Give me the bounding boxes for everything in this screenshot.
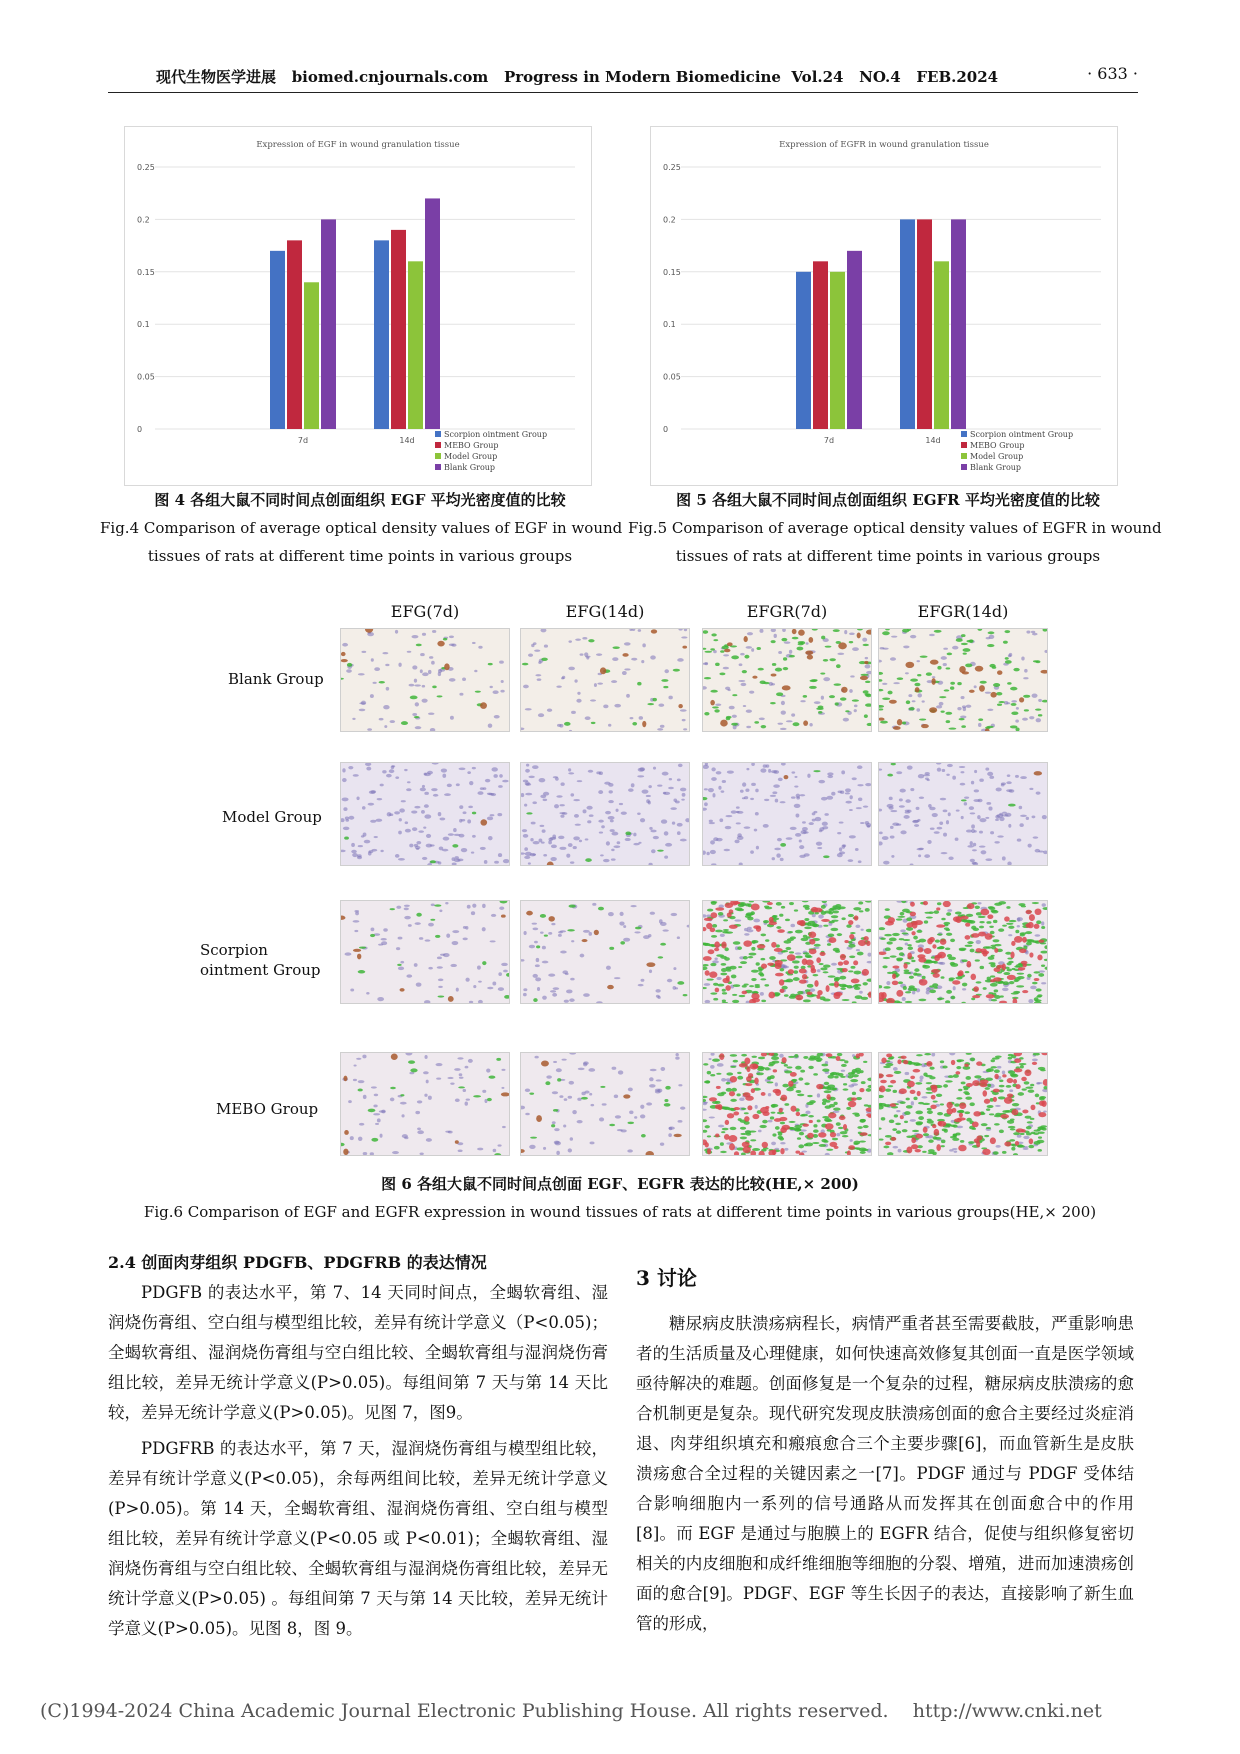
legend-swatch	[435, 464, 441, 470]
y-tick-label: 0.1	[663, 320, 676, 330]
legend-swatch	[435, 453, 441, 459]
bar-model-group-14d	[408, 261, 423, 429]
bar-mebo-group-14d	[391, 230, 406, 429]
journal-date: FEB.2024	[916, 68, 999, 86]
bar-scorpion-ointment-group-14d	[374, 240, 389, 429]
chart-title: Expression of EGFR in wound granulation tissue	[779, 140, 989, 150]
x-tick-label: 7d	[823, 436, 835, 445]
y-tick-label: 0.2	[663, 215, 676, 225]
section-3-title: 3 讨论	[636, 1266, 697, 1290]
y-tick-label: 0.25	[137, 163, 155, 172]
egfr-bar-chart	[650, 126, 1118, 486]
legend-label: Model Group	[444, 452, 498, 461]
y-tick-label: 0.05	[663, 372, 681, 382]
fig6-col-egfr-7d: EFGR(7d)	[746, 602, 828, 621]
y-tick-label: 0.15	[663, 267, 681, 277]
chart-title: Expression of EGF in wound granulation tissue	[256, 140, 460, 150]
journal-issue: NO.4	[859, 68, 901, 86]
x-tick-label: 7d	[297, 436, 309, 445]
bar-blank-group-7d	[321, 219, 336, 429]
running-header	[108, 64, 1138, 93]
legend-swatch	[435, 442, 441, 448]
legend-label: MEBO Group	[444, 441, 499, 450]
fig6-row-model: Model Group	[222, 808, 322, 826]
fig6-col-egf-7d: EFG(7d)	[390, 602, 460, 621]
bar-blank-group-14d	[425, 198, 440, 429]
fig6-col-egfr-14d: EFGR(14d)	[917, 602, 1009, 621]
bar-model-group-7d	[830, 272, 845, 429]
fig5-caption-en2: tissues of rats at different time points in various groups	[675, 547, 1101, 565]
micrograph-tile	[340, 1052, 510, 1156]
journal-name-cn: 现代生物医学进展	[156, 68, 277, 86]
y-tick-label: 0.05	[137, 372, 155, 382]
micrograph-tile	[702, 628, 872, 732]
fig6-caption	[60, 1170, 1180, 1226]
legend-swatch	[435, 431, 441, 437]
micrograph-tile	[520, 762, 690, 866]
x-tick-label: 14d	[399, 436, 415, 445]
egf-bar-chart	[124, 126, 592, 486]
bar-scorpion-ointment-group-7d	[270, 251, 285, 429]
legend-label: Blank Group	[970, 463, 1022, 472]
copyright-text: (C)1994-2024 China Academic Journal Electronic Publishing House. All rights reserved.	[40, 1700, 889, 1722]
fig5-caption-en1: Fig.5 Comparison of average optical density values of EGFR in wound	[628, 519, 1162, 537]
fig4-caption	[100, 486, 623, 570]
bar-scorpion-ointment-group-14d	[900, 219, 915, 429]
legend-swatch	[961, 442, 967, 448]
y-tick-label: 0.25	[663, 163, 681, 172]
bar-scorpion-ointment-group-7d	[796, 272, 811, 429]
bar-mebo-group-7d	[287, 240, 302, 429]
y-tick-label: 0	[137, 425, 143, 434]
micrograph-tile	[702, 762, 872, 866]
paragraph: PDGFB 的表达水平，第 7、14 天同时间点，全蝎软膏组、湿润烧伤膏组、空白组与模型组比较，差异有统计学意义（P<0.05)；全蝎软膏组、湿润烧伤膏组与空白组比较、全蝎软膏组与湿润烧伤膏组比较，差异无统计学意义(P>0.05)。每组间第 7 天与第 14 天比较，差异无统计学意义(P>0.05)。见图 7，图9。	[108, 1283, 608, 1422]
paragraph: 糖尿病皮肤溃疡病程长，病情严重者甚至需要截肢，严重影响患者的生活质量及心理健康，如何快速高效修复其创面一直是医学领域亟待解决的难题。创面修复是一个复杂的过程，糖尿病皮肤溃疡的愈合机制更是复杂。现代研究发现皮肤溃疡创面的愈合主要经过炎症消退、肉芽组织填充和瘢痕愈合三个主要步骤[6]，而血管新生是皮肤溃疡愈合全过程的关键因素之一[7]。PDGF 通过与 PDGF 受体结合影响细胞内一系列的信号通路从而发挥其在创面愈合中的作用[8]。而 EGF 是通过与胞膜上的 EGFR 结合，促使与组织修复密切相关的内皮细胞和成纤维细胞等细胞的分裂、增殖，进而加速溃疡创面的愈合[9]。PDGF、EGF 等生长因子的表达，直接影响了新生血管的形成，	[636, 1314, 1134, 1633]
journal-website: biomed.cnjournals.com	[291, 68, 489, 86]
micrograph-tile	[340, 762, 510, 866]
bar-model-group-14d	[934, 261, 949, 429]
legend-label: Scorpion ointment Group	[444, 430, 548, 439]
section-3	[636, 1262, 1134, 1639]
x-tick-label: 14d	[925, 436, 941, 445]
bar-blank-group-7d	[847, 251, 862, 429]
fig4-caption-en2: tissues of rats at different time points in various groups	[147, 547, 573, 565]
section-3-body	[636, 1309, 1134, 1639]
fig6-caption-en: Fig.6 Comparison of EGF and EGFR expression in wound tissues of rats at different time points in various groups(HE,× 200)	[143, 1203, 1097, 1221]
micrograph-tile	[520, 900, 690, 1004]
legend-label: Blank Group	[444, 463, 496, 472]
legend-swatch	[961, 431, 967, 437]
section-2-4-title: 2.4 创面肉芽组织 PDGFB、PDGFRB 的表达情况	[108, 1253, 487, 1272]
legend-label: Scorpion ointment Group	[970, 430, 1074, 439]
legend-label: MEBO Group	[970, 441, 1025, 450]
legend-swatch	[961, 453, 967, 459]
y-tick-label: 0.1	[137, 320, 150, 330]
micrograph-tile	[878, 900, 1048, 1004]
y-tick-label: 0.2	[137, 215, 150, 225]
fig5-caption	[628, 486, 1162, 570]
fig4-caption-en1: Fig.4 Comparison of average optical density values of EGF in wound	[100, 519, 623, 537]
journal-name-en: Progress in Modern Biomedicine	[503, 68, 781, 86]
footer	[40, 1700, 1102, 1722]
legend-swatch	[961, 464, 967, 470]
micrograph-tile	[340, 628, 510, 732]
paragraph: PDGFRB 的表达水平，第 7 天，湿润烧伤膏组与模型组比较，差异有统计学意义(P<0.05)，余每两组间比较，差异无统计学意义(P>0.05)。第 14 天，全蝎软膏组、湿润烧伤膏组、空白组与模型组比较，差异有统计学意义(P<0.05 或 P<0.01)；全蝎软膏组、湿润烧伤膏组与空白组比较、全蝎软膏组与湿润烧伤膏组比较，差异无统计学意义(P>0.05) 。每组间第 7 天与第 14 天比较，差异无统计学意义(P>0.05)。见图 8，图 9。	[108, 1439, 608, 1638]
bar-blank-group-14d	[951, 219, 966, 429]
micrograph-tile	[878, 1052, 1048, 1156]
footer-url: http://www.cnki.net	[912, 1700, 1102, 1722]
y-tick-label: 0	[663, 425, 669, 434]
fig6-row-mebo: MEBO Group	[216, 1100, 319, 1118]
section-2-4-body	[108, 1278, 608, 1644]
micrograph-tile	[878, 628, 1048, 732]
fig5-caption-cn: 图 5 各组大鼠不同时间点创面组织 EGFR 平均光密度值的比较	[676, 491, 1100, 509]
micrograph-tile	[520, 1052, 690, 1156]
bar-mebo-group-14d	[917, 219, 932, 429]
fig6-row-scorpion: Scorpion ointment Group	[200, 941, 321, 979]
y-tick-label: 0.15	[137, 267, 155, 277]
fig4-caption-cn: 图 4 各组大鼠不同时间点创面组织 EGF 平均光密度值的比较	[154, 491, 566, 509]
journal-volume: Vol.24	[791, 68, 844, 86]
micrograph-tile	[702, 1052, 872, 1156]
page-number: · 633 ·	[1087, 64, 1138, 83]
fig6-col-egf-14d: EFG(14d)	[565, 602, 645, 621]
bar-model-group-7d	[304, 282, 319, 429]
section-2-4	[108, 1248, 608, 1644]
micrograph-tile	[702, 900, 872, 1004]
fig6-caption-cn: 图 6 各组大鼠不同时间点创面 EGF、EGFR 表达的比较(HE,× 200)	[381, 1175, 859, 1193]
header-left	[156, 66, 998, 87]
micrograph-tile	[340, 900, 510, 1004]
micrograph-tile	[878, 762, 1048, 866]
fig6-row-blank: Blank Group	[228, 670, 324, 688]
bar-mebo-group-7d	[813, 261, 828, 429]
micrograph-tile	[520, 628, 690, 732]
legend-label: Model Group	[970, 452, 1024, 461]
